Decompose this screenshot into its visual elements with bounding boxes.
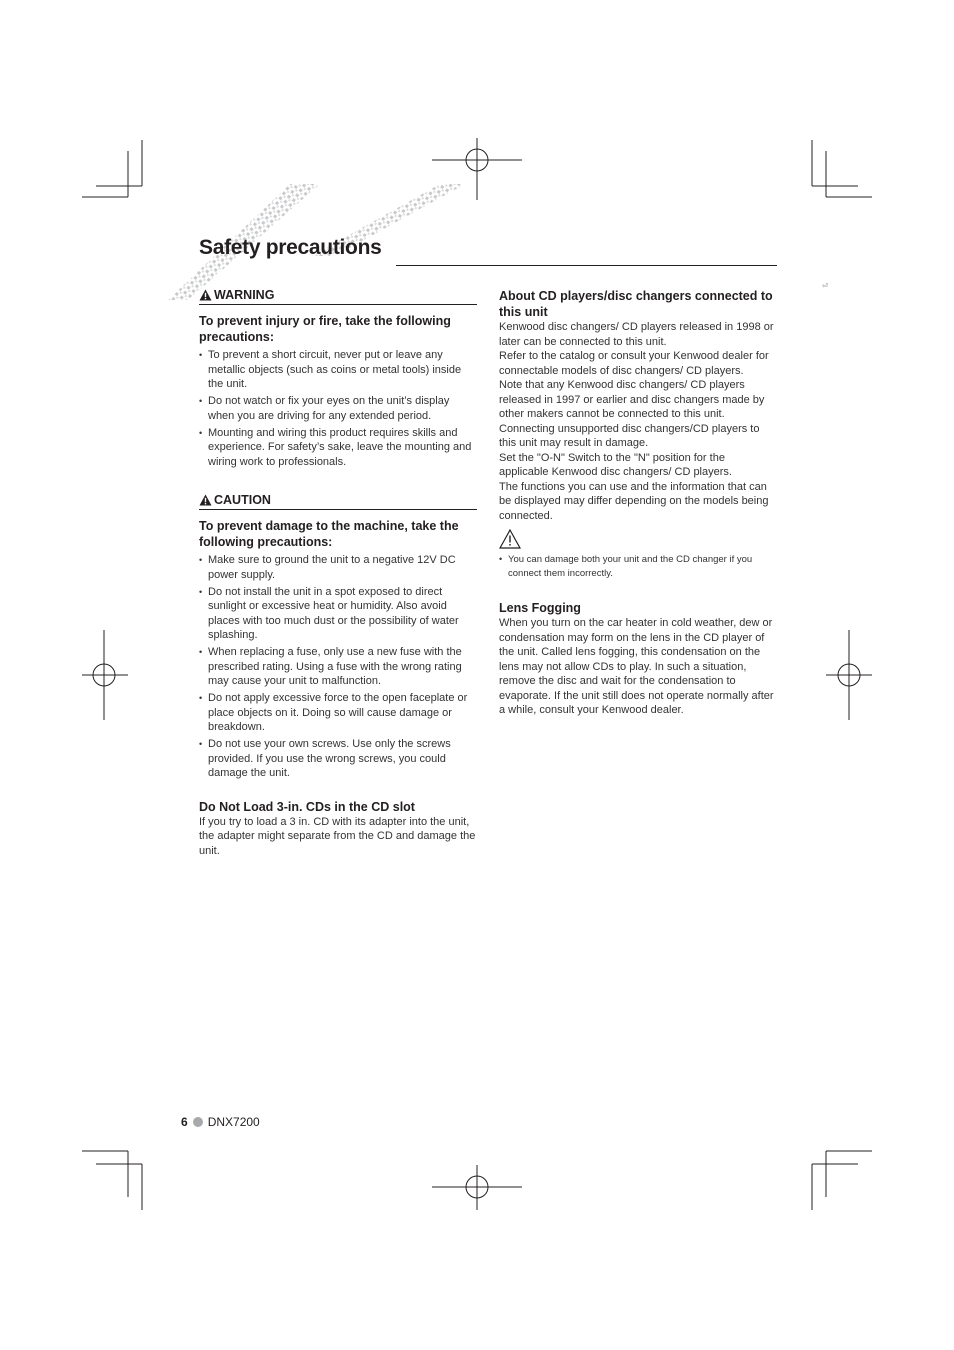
title-rule <box>396 265 777 266</box>
bullet-dot-icon <box>193 1117 203 1127</box>
list-item: • When replacing a fuse, only use a new fuse with the prescribed rating. Using a fuse with the wrong rating may cause your unit to malfunction. <box>199 645 477 689</box>
list-item: • Do not apply excessive force to the open faceplate or place objects on it. Doing so will cause damage or breakdown. <box>199 691 477 735</box>
caution-outline-icon <box>499 529 521 549</box>
model-name: DNX7200 <box>207 1115 260 1129</box>
cd3in-body: If you try to load a 3 in. CD with its adapter into the unit, the adapter might separate from the CD and damage the unit. <box>199 815 476 857</box>
tread-decoration <box>0 0 954 320</box>
list-item: • Do not watch or fix your eyes on the unit’s display when you are driving for any extended period. <box>199 394 477 423</box>
page-footer <box>181 1115 260 1129</box>
cdchanger-paragraph: Connecting unsupported disc changers/CD players to this unit may result in damage. <box>499 422 760 449</box>
list-item: • Mounting and wiring this product requires skills and experience. For safety’s sake, leave the mounting and wiring work to professionals. <box>199 426 477 470</box>
cdchanger-note <box>499 553 777 580</box>
lens-heading: Lens Fogging <box>499 601 581 615</box>
warning-triangle-icon <box>199 289 212 301</box>
cdchanger-paragraph: The functions you can use and the information that can be displayed may differ depending on the models being connected. <box>499 480 769 522</box>
caution-list <box>199 553 477 781</box>
cdchanger-paragraph: Note that any Kenwood disc changers/ CD players released in 1997 or earlier and disc changers made by other makers cannot be connected to this unit. <box>499 379 765 420</box>
cdchanger-heading: About CD players/disc changers connected to this unit <box>499 289 773 319</box>
edge-mark: ⏎ <box>822 283 828 290</box>
cdchanger-paragraph: Refer to the catalog or consult your Kenwood dealer for connectable models of disc changers/ CD players. <box>499 350 769 377</box>
right-column <box>499 288 777 718</box>
caution-triangle-icon <box>199 494 212 506</box>
list-item: • Make sure to ground the unit to a negative 12V DC power supply. <box>199 553 477 582</box>
warning-list <box>199 348 477 469</box>
cd3in-heading: Do Not Load 3-in. CDs in the CD slot <box>199 799 415 814</box>
warning-heading: To prevent injury or fire, take the following precautions: <box>199 314 451 344</box>
caution-header <box>199 493 477 510</box>
page-title: Safety precautions <box>199 236 382 259</box>
left-column <box>199 288 477 858</box>
lens-body: When you turn on the car heater in cold weather, dew or condensation may form on the lens in the CD player of the unit. Called lens fogging, this condensation on the lens may not allow CDs to play. In such a situation, remove the disc and wait for the condensation to evaporate. If the unit still does not operate normally after a while, consult your Kenwood dealer. <box>499 617 774 716</box>
list-item: • You can damage both your unit and the CD changer if you connect them incorrectly. <box>499 553 777 580</box>
list-item: • Do not use your own screws. Use only the screws provided. If you use the wrong screws, you could damage the unit. <box>199 737 477 781</box>
cdchanger-paragraph: Kenwood disc changers/ CD players released in 1998 or later can be connected to this unit. <box>499 321 774 348</box>
cdchanger-paragraph: Set the "O-N" Switch to the "N" position for the applicable Kenwood disc changers/ CD players. <box>499 451 732 478</box>
warning-label: WARNING <box>214 288 275 302</box>
warning-header <box>199 288 477 305</box>
registration-right <box>826 630 872 720</box>
registration-left <box>82 630 128 720</box>
registration-bottom <box>432 1165 522 1210</box>
caution-heading: To prevent damage to the machine, take the following precautions: <box>199 519 459 549</box>
list-item: • To prevent a short circuit, never put or leave any metallic objects (such as coins or metal tools) inside the unit. <box>199 348 477 392</box>
list-item: • Do not install the unit in a spot exposed to direct sunlight or excessive heat or humidity. Also avoid places with too much dust or the possibility of water splashing. <box>199 585 477 643</box>
caution-label: CAUTION <box>214 493 271 507</box>
page-number: 6 <box>181 1115 188 1129</box>
